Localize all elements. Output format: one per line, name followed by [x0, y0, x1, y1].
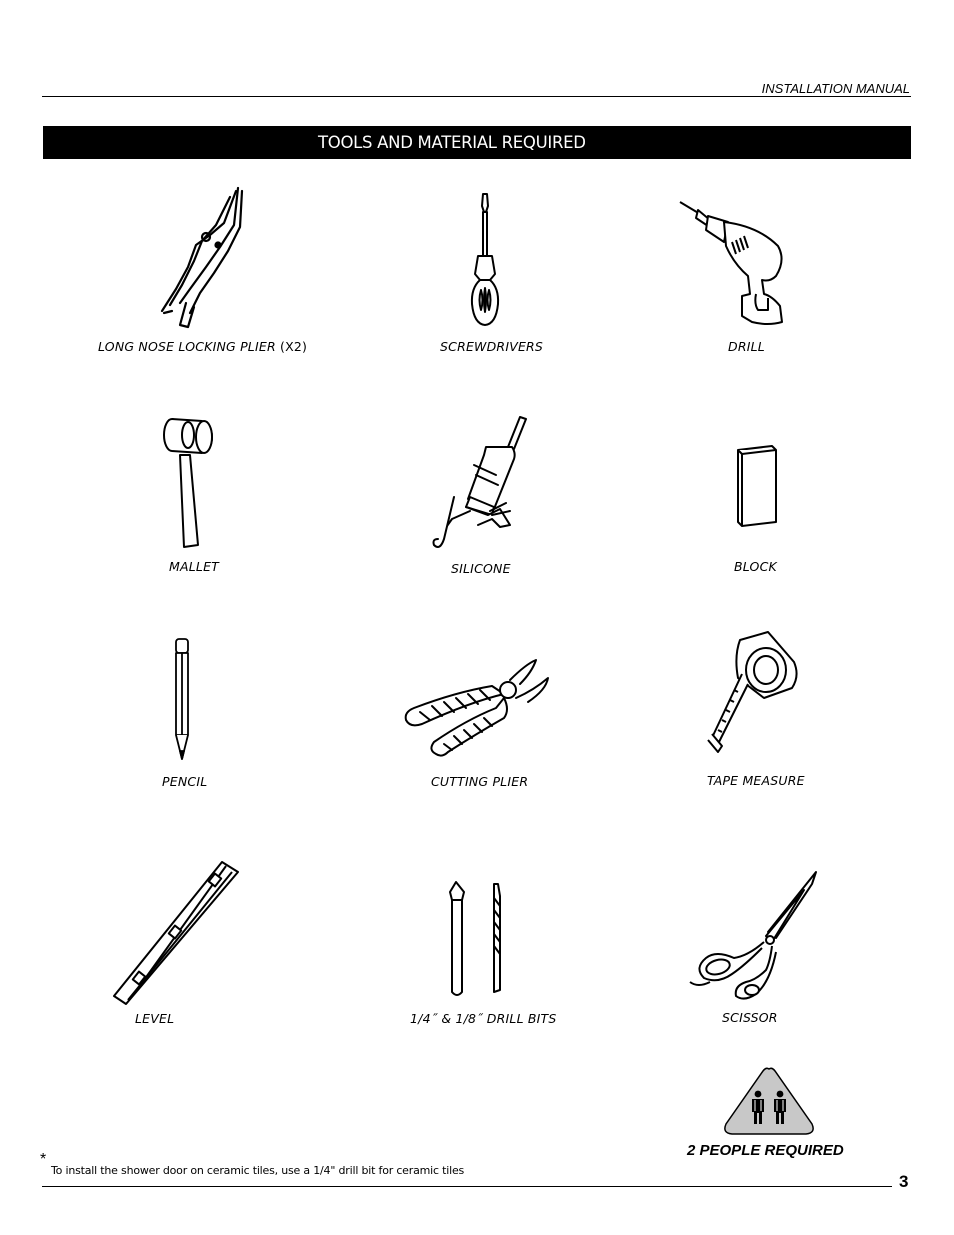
- scissor-icon: [686, 870, 822, 1002]
- drill-bits-caption: 1/4˝ & 1/8˝ DRILL BITS: [410, 1011, 557, 1026]
- two-people-required-label: 2 PEOPLE REQUIRED: [687, 1142, 844, 1159]
- tape-measure-icon: [704, 630, 804, 754]
- plier-caption: LONG NOSE LOCKING PLIER (X2): [98, 339, 308, 354]
- drill-caption: DRILL: [728, 339, 765, 354]
- footnote-marker: *: [40, 1151, 47, 1168]
- scissor-caption: SCISSOR: [722, 1010, 778, 1025]
- silicone-caption: SILICONE: [451, 561, 511, 576]
- block-icon: [736, 442, 780, 528]
- header-rule: [42, 96, 911, 97]
- cutting-plier-icon: [400, 658, 552, 758]
- cutting-plier-caption: CUTTING PLIER: [431, 774, 529, 789]
- level-icon: [112, 858, 244, 1008]
- pencil-icon: [172, 637, 192, 763]
- silicone-gun-icon: [430, 415, 530, 555]
- footnote-text: To install the shower door on ceramic tiles, use a 1/4" drill bit for ceramic tiles: [51, 1164, 465, 1177]
- screwdriver-icon: [468, 192, 502, 328]
- mallet-icon: [162, 415, 218, 551]
- section-title-bar: [43, 126, 911, 159]
- level-caption: LEVEL: [135, 1011, 175, 1026]
- header-label: INSTALLATION MANUAL: [761, 81, 910, 96]
- pencil-caption: PENCIL: [162, 774, 208, 789]
- mallet-caption: MALLET: [169, 559, 219, 574]
- two-people-warning-icon: [722, 1066, 816, 1136]
- block-caption: BLOCK: [734, 559, 777, 574]
- drill-icon: [678, 198, 788, 328]
- drill-bits-icon: [444, 878, 508, 1000]
- footer-rule: [42, 1186, 892, 1187]
- page-number: 3: [899, 1172, 909, 1191]
- locking-plier-icon: [150, 185, 250, 330]
- screwdrivers-caption: SCREWDRIVERS: [440, 339, 544, 354]
- tape-measure-caption: TAPE MEASURE: [707, 773, 805, 788]
- section-title: TOOLS AND MATERIAL REQUIRED: [318, 133, 586, 152]
